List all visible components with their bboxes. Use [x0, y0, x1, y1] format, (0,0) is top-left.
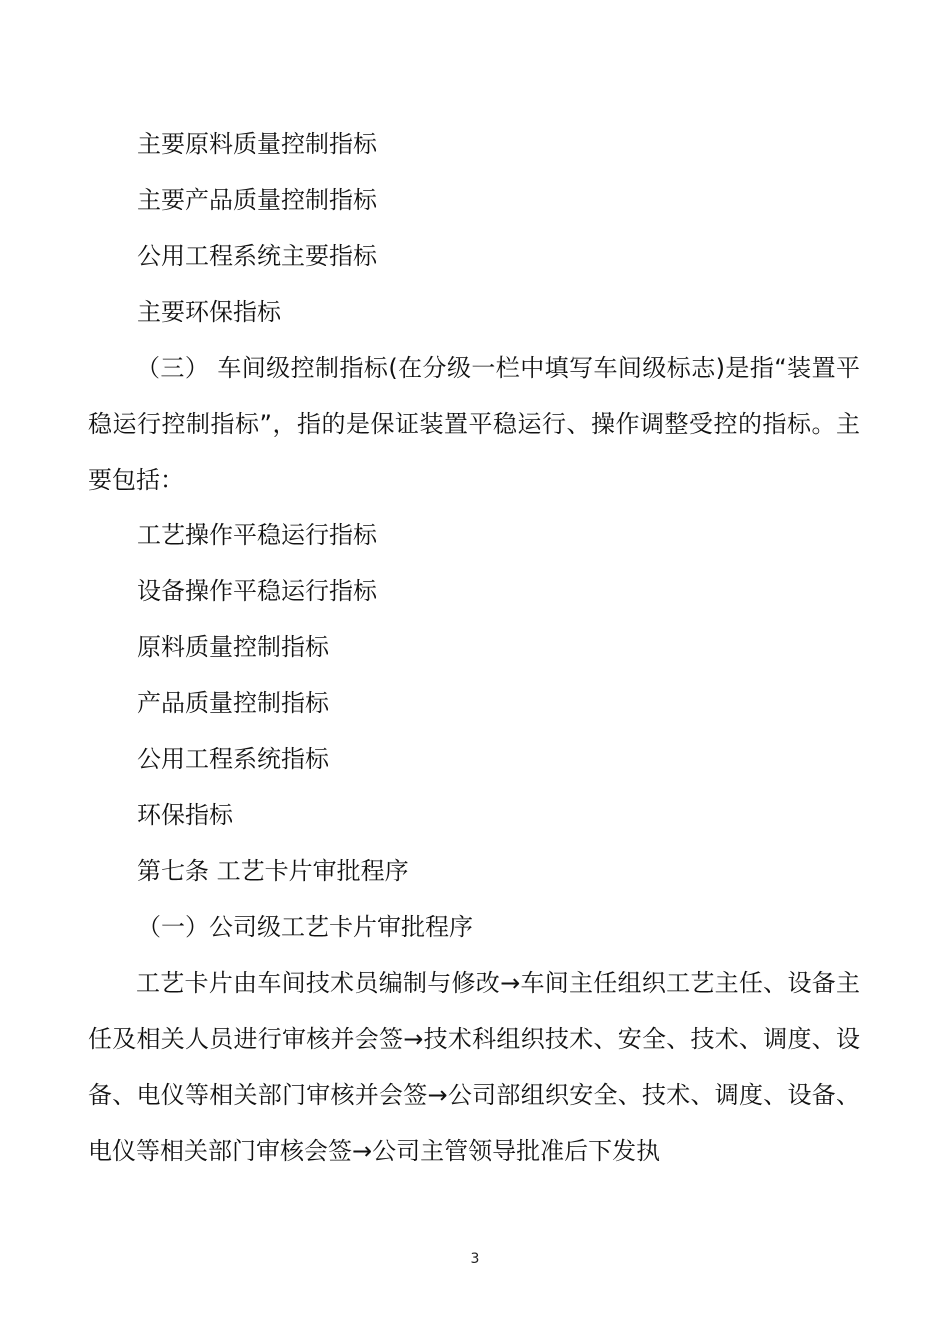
list-item: 主要原料质量控制指标 — [137, 130, 377, 158]
paragraph-approval-procedure: 工艺卡片由车间技术员编制与修改→车间主任组织工艺主任、设备主任及相关人员进行审核并会签→技术科组织技术、安全、技术、调度、设备、电仪等相关部门审核并会签→公司部组织安全、技术、调度、设备、电仪等相关部门审核会签→公司主管领导批准后下发执 — [88, 969, 860, 1165]
list-item: 主要环保指标 — [137, 298, 281, 326]
list-item: 公用工程系统指标 — [137, 745, 329, 773]
list-item: 主要产品质量控制指标 — [137, 186, 377, 214]
list-item: 公用工程系统主要指标 — [137, 242, 377, 270]
paragraph-workshop-level: （三） 车间级控制指标(在分级一栏中填写车间级标志)是指“装置平稳运行控制指标”，指的是保证装置平稳运行、操作调整受控的指标。主要包括： — [88, 354, 860, 494]
list-item: 环保指标 — [137, 801, 233, 829]
list-item: 设备操作平稳运行指标 — [137, 577, 377, 605]
list-item: 原料质量控制指标 — [137, 633, 329, 661]
section-subheading: （一）公司级工艺卡片审批程序 — [137, 913, 473, 941]
page-number: 3 — [470, 1251, 480, 1267]
article-heading: 第七条 工艺卡片审批程序 — [137, 857, 409, 885]
list-item: 产品质量控制指标 — [137, 689, 329, 717]
list-item: 工艺操作平稳运行指标 — [137, 521, 377, 549]
